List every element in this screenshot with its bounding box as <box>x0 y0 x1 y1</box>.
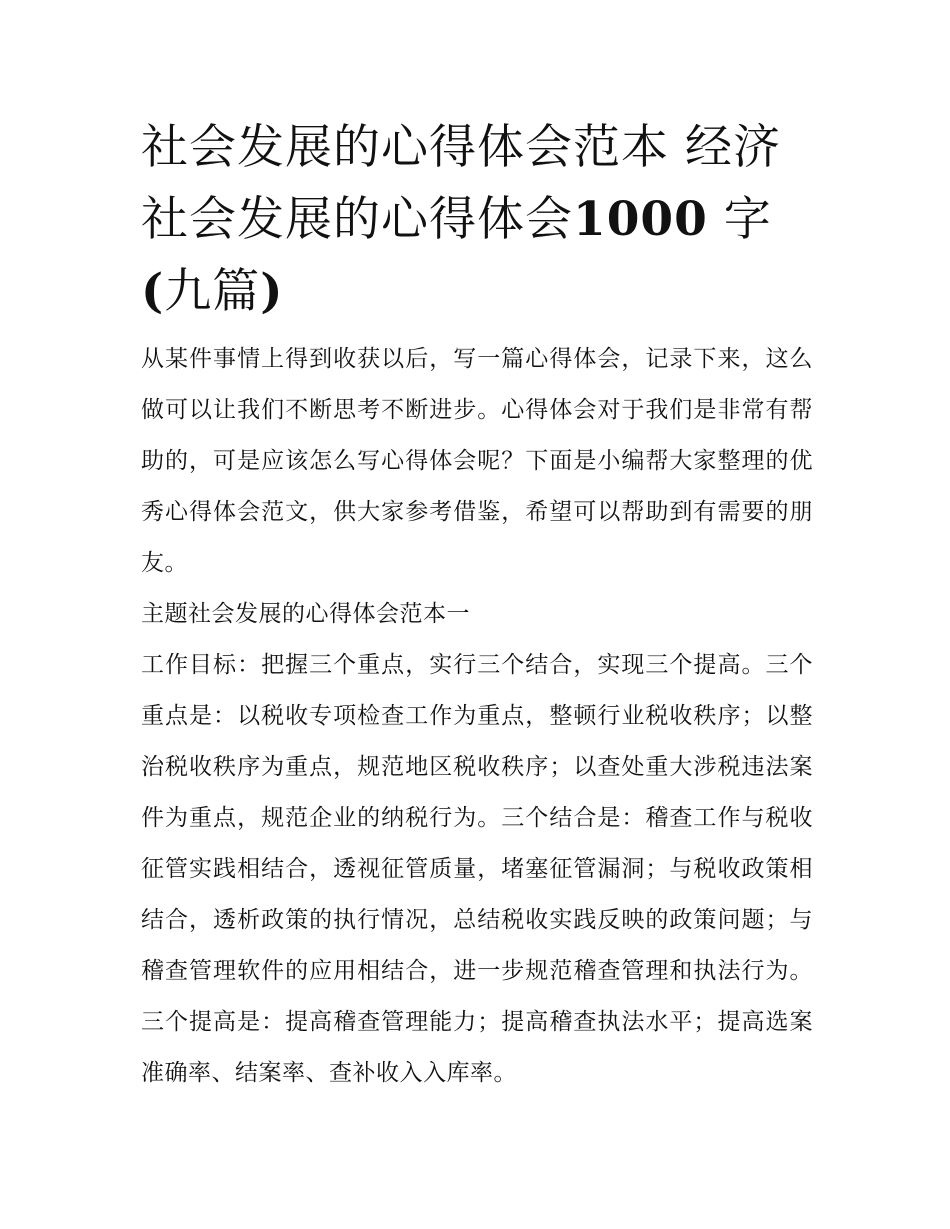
title-line-2 <box>141 184 813 256</box>
document-content <box>141 112 813 1099</box>
title-line-2-suffix: 字 <box>707 192 772 247</box>
title-line-2-prefix: 社会发展的心得体会 <box>141 192 573 247</box>
section-1-body: 工作目标：把握三个重点，实行三个结合，实现三个提高。三个重点是：以税收专项检查工作为重点，整顿行业税收秩序；以整治税收秩序为重点，规范地区税收秩序；以查处重大涉税违法案件为重点，规范企业的纳税行为。三个结合是：稽查工作与税收征管实践相结合，透视征管质量，堵塞征管漏洞；与税收政策相结合，透析政策的执行情况，总结税收实践反映的政策问题；与稽查管理软件的应用相结合，进一步规范稽查管理和执法行为。三个提高是：提高稽查管理能力；提高稽查执法水平；提高选案准确率、结案率、查补收入入库率。 <box>141 652 813 1086</box>
section-1-heading: 主题社会发展的心得体会范本一 <box>141 601 470 627</box>
title-open-paren: ( <box>141 264 165 319</box>
intro-paragraph: 从某件事情上得到收获以后，写一篇心得体会，记录下来，这么做可以让我们不断思考不断进步。心得体会对于我们是非常有帮助的，可是应该怎么写心得体会呢？下面是小编帮大家整理的优秀心得体会范文，供大家参考借鉴，希望可以帮助到有需要的朋友。 <box>141 346 813 576</box>
title-number: 1000 <box>573 192 708 247</box>
title-close-paren: ) <box>260 264 284 319</box>
title-line-3-text: 九篇 <box>164 264 261 319</box>
document-title <box>141 112 813 328</box>
title-line-3 <box>141 256 813 328</box>
title-line-1: 社会发展的心得体会范本 经济 <box>141 120 781 175</box>
